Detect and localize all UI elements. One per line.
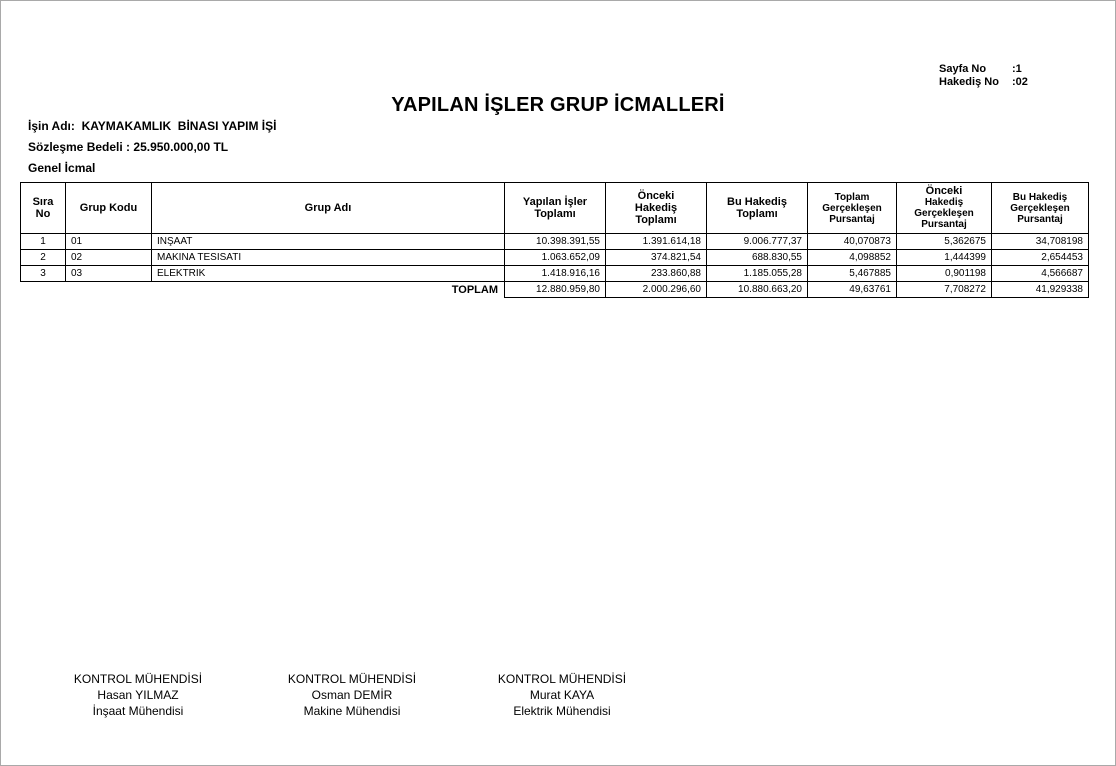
header-grup-kodu: Grup Kodu (66, 183, 152, 234)
cell-bu-pct: 4,566687 (992, 266, 1089, 282)
cell-bu: 688.830,55 (707, 250, 808, 266)
cell-toplam-pct: 4,098852 (808, 250, 897, 266)
cell-onceki-pct: 0,901198 (897, 266, 992, 282)
header-grup-adi: Grup Adı (152, 183, 505, 234)
page-info (939, 63, 1028, 89)
cell-sira: 3 (21, 266, 66, 282)
payment-number-value: :02 (1012, 76, 1028, 88)
signature-role: Elektrik Mühendisi (513, 704, 611, 718)
payment-number-label: Hakediş No (939, 76, 999, 88)
total-label: TOPLAM (451, 283, 498, 296)
contract-label: Sözleşme Bedeli : (28, 140, 131, 154)
header-sira-no: Sıra No (21, 183, 66, 234)
cell-sira: 1 (21, 234, 66, 250)
cell-ad: MAKINA TESISATI (152, 250, 505, 266)
header-toplam-pursantaj: Toplam Gerçekleşen Pursantaj (808, 183, 897, 234)
signature-block-makine (252, 671, 452, 719)
cell-onceki-pct: 1,444399 (897, 250, 992, 266)
signature-block-elektrik (462, 671, 662, 719)
signature-name: Osman DEMİR (311, 688, 393, 702)
job-name-line (28, 119, 276, 133)
cell-onceki: 233.860,88 (606, 266, 707, 282)
cell-yapilan: 1.063.652,09 (505, 250, 606, 266)
header-yapilan-isler: Yapılan İşler Toplamı (505, 183, 606, 234)
cell-yapilan: 10.398.391,55 (505, 234, 606, 250)
contract-value: 25.950.000,00 TL (133, 140, 229, 154)
cell-yapilan: 1.418.916,16 (505, 266, 606, 282)
cell-ad: ELEKTRIK (152, 266, 505, 282)
cell-toplam-pct: 5,467885 (808, 266, 897, 282)
signature-name: Murat KAYA (529, 688, 595, 702)
total-toplam-pct: 49,63761 (808, 282, 897, 298)
signature-name: Hasan YILMAZ (97, 688, 179, 702)
total-onceki: 2.000.296,60 (606, 282, 707, 298)
job-name-value: KAYMAKAMLIK BİNASI YAPIM İŞİ (81, 119, 277, 133)
table-row (21, 266, 1089, 282)
summary-table (20, 182, 1089, 298)
signature-block-insaat (38, 671, 238, 719)
table-header-row (21, 183, 1089, 234)
cell-bu-pct: 34,708198 (992, 234, 1089, 250)
job-name-label: İşin Adı: (28, 119, 75, 133)
signature-role: Makine Mühendisi (303, 704, 401, 718)
contract-line (28, 140, 228, 154)
table-row (21, 250, 1089, 266)
total-yapilan: 12.880.959,80 (505, 282, 606, 298)
header-bu-hakedis: Bu Hakediş Toplamı (707, 183, 808, 234)
cell-onceki: 374.821,54 (606, 250, 707, 266)
section-label: Genel İcmal (28, 161, 96, 175)
total-bu: 10.880.663,20 (707, 282, 808, 298)
total-bu-pct: 41,929338 (992, 282, 1089, 298)
header-bu-pursantaj: Bu Hakediş Gerçekleşen Pursantaj (992, 183, 1089, 234)
cell-bu: 9.006.777,37 (707, 234, 808, 250)
cell-sira: 2 (21, 250, 66, 266)
cell-bu-pct: 2,654453 (992, 250, 1089, 266)
cell-kod: 02 (66, 250, 152, 266)
cell-toplam-pct: 40,070873 (808, 234, 897, 250)
cell-onceki: 1.391.614,18 (606, 234, 707, 250)
signature-role: İnşaat Mühendisi (92, 704, 184, 718)
table-row (21, 234, 1089, 250)
report-title: YAPILAN İŞLER GRUP İCMALLERİ (391, 94, 725, 116)
cell-kod: 01 (66, 234, 152, 250)
cell-ad: INŞAAT (152, 234, 505, 250)
header-onceki-hakedis: Önceki Hakediş Toplamı (606, 183, 707, 234)
signature-title: KONTROL MÜHENDİSİ (73, 672, 203, 686)
cell-bu: 1.185.055,28 (707, 266, 808, 282)
cell-onceki-pct: 5,362675 (897, 234, 992, 250)
signature-title: KONTROL MÜHENDİSİ (287, 672, 417, 686)
cell-kod: 03 (66, 266, 152, 282)
total-onceki-pct: 7,708272 (897, 282, 992, 298)
signature-title: KONTROL MÜHENDİSİ (497, 672, 627, 686)
page-number-value: :1 (1012, 63, 1022, 75)
page-number-label: Sayfa No (939, 63, 987, 75)
table-total-row (21, 282, 1089, 298)
header-onceki-pursantaj: Önceki Hakediş Gerçekleşen Pursantaj (897, 183, 992, 234)
